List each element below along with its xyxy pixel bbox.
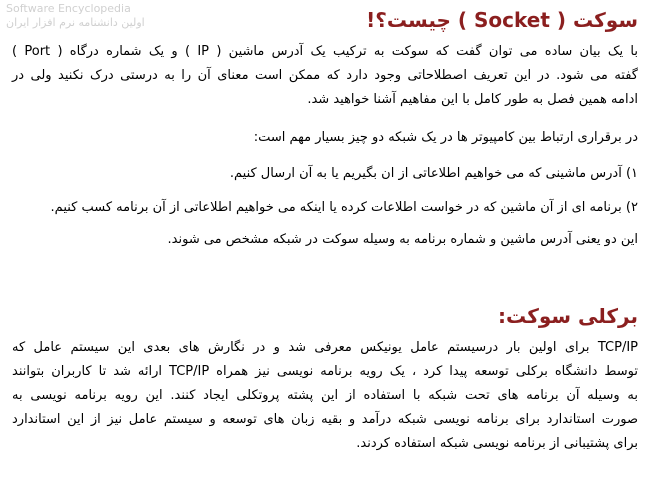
- conclusion-text: این دو یعنی آدرس ماشین و شماره برنامه به وسیله سوکت در شبکه مشخص می شوند.: [167, 232, 638, 247]
- watermark-line: اولین دانشنامه نرم افزار ایران: [6, 16, 145, 29]
- list-item-2: ۲) برنامه ای از آن ماشین که در خواست اطلاعات کرده یا اینکه می خواهیم اطلاعاتی از آن برنامه کسب کنیم.: [50, 200, 638, 215]
- text-line: به وسیله آن برنامه های تحت شبکه با استفاده از این پشته پروتکلی ایجاد کنند. این رویه برنامه نویسی به: [12, 388, 638, 403]
- text-line: ادامه همین فصل به طور کامل با این مفاهیم آشنا خواهید شد.: [307, 92, 638, 107]
- section-title-berkeley: برکلی سوکت:: [498, 304, 638, 328]
- text-line: TCP/IP برای اولین بار درسیستم عامل یونیکس معرفی شد و در نگارش های بعدی این سیستم عامل که: [12, 340, 638, 355]
- text-line: گفته می شود. در این تعریف اصطلاحاتی وجود دارد که ممکن است معنای آن را به درستی درک نکنید ولی در: [12, 68, 638, 83]
- text-line: صورت استاندارد برای برنامه نویسی شبکه درآمد و بقیه زبان های توسعه و سیستم عامل نیز از این استاندارد: [12, 412, 638, 427]
- text-line: توسط دانشگاه برکلی توسعه پیدا کرد ، یک رویه برنامه نویسی نیز همراه TCP/IP ارائه شد تا کاربران بتوانند: [12, 364, 638, 379]
- paragraph-berkeley: [12, 336, 638, 456]
- text-line: با یک بیان ساده می توان گفت که سوکت به ترکیب یک آدرس ماشین ( IP ) و یک شماره درگاه ( Port ): [12, 44, 638, 59]
- text-line: برای پشتیبانی از برنامه نویسی شبکه استفاده کردند.: [356, 436, 638, 451]
- intro-text: در برقراری ارتباط بین کامپیوتر ها در یک شبکه دو چیز بسیار مهم است:: [253, 130, 638, 145]
- watermark: [6, 2, 145, 30]
- section-title-socket: سوکت ( Socket ) چیست؟!: [366, 8, 638, 32]
- paragraph-definition: [12, 40, 638, 112]
- watermark-line: Software Encyclopedia: [6, 2, 131, 15]
- list-item-1: ۱) آدرس ماشینی که می خواهیم اطلاعاتی از ان بگیریم یا به آن ارسال کنیم.: [229, 166, 638, 181]
